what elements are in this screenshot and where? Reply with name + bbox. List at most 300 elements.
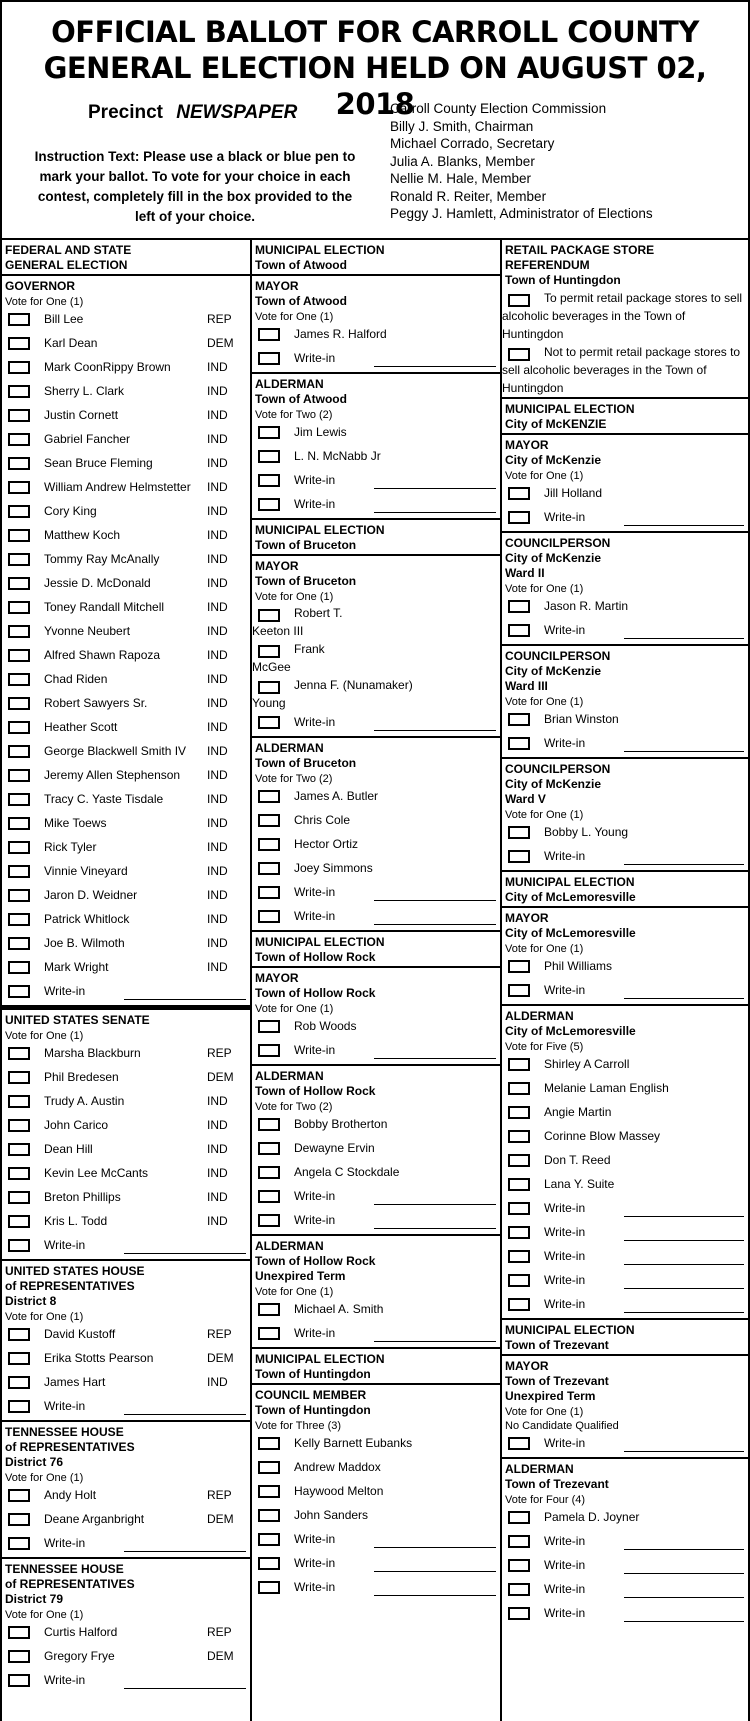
vote-oval[interactable] [8,529,30,542]
write-in-label: Write-in [544,1297,586,1311]
vote-oval[interactable] [508,1202,530,1215]
contest-heading [502,1459,748,1493]
write-in-line[interactable] [374,366,496,367]
candidate-option[interactable] [2,333,250,357]
ballot-header [0,0,750,240]
write-in-option[interactable] [252,882,500,906]
candidate-option[interactable] [502,1174,748,1198]
vote-oval[interactable] [258,1557,280,1570]
candidate-option[interactable] [252,676,500,712]
write-in-line[interactable] [624,1264,744,1265]
candidate-option[interactable] [252,640,500,676]
vote-oval[interactable] [8,433,30,446]
write-in-line[interactable] [374,1058,496,1059]
candidate-option[interactable] [2,669,250,693]
candidate-option[interactable] [252,858,500,882]
candidate-option[interactable] [2,525,250,549]
candidate-option[interactable] [2,477,250,501]
vote-oval[interactable] [8,1047,30,1060]
vote-oval[interactable] [258,1533,280,1546]
vote-oval[interactable] [508,1583,530,1596]
vote-oval[interactable] [8,937,30,950]
vote-oval[interactable] [258,716,280,729]
vote-oval[interactable] [8,385,30,398]
contest-note: No Candidate Qualified [505,1420,619,1432]
candidate-option[interactable] [2,1187,250,1211]
candidate-option[interactable] [2,1067,250,1091]
write-in-label: Write-in [294,1189,336,1203]
vote-oval[interactable] [8,1071,30,1084]
write-in-line[interactable] [374,1204,496,1205]
vote-oval[interactable] [508,1058,530,1071]
candidate-option[interactable] [502,1102,748,1126]
candidate-option[interactable] [252,834,500,858]
vote-oval[interactable] [8,865,30,878]
candidate-option[interactable] [252,1162,500,1186]
candidate-option[interactable] [2,1372,250,1396]
candidate-option[interactable] [2,597,250,621]
vote-oval[interactable] [8,1095,30,1108]
candidate-option[interactable] [502,709,748,733]
candidate-option[interactable] [2,1115,250,1139]
candidate-name: Jessie D. McDonald [44,576,151,590]
vote-oval[interactable] [8,1239,30,1252]
vote-oval[interactable] [258,910,280,923]
vote-oval[interactable] [508,1226,530,1239]
candidate-party: IND [207,1118,228,1132]
vote-oval[interactable] [8,841,30,854]
write-in-line[interactable] [624,1573,744,1574]
candidate-option[interactable] [502,343,748,397]
candidate-name: Jim Lewis [294,425,347,439]
candidate-option[interactable] [2,933,250,957]
candidate-option[interactable] [502,1054,748,1078]
vote-oval[interactable] [8,1328,30,1341]
candidate-option[interactable] [2,501,250,525]
contest [252,1349,500,1385]
vote-oval[interactable] [8,961,30,974]
write-in-line[interactable] [624,1597,744,1598]
write-in-label: Write-in [544,510,586,524]
candidate-option[interactable] [2,453,250,477]
write-in-line[interactable] [124,1414,246,1415]
vote-oval[interactable] [258,1461,280,1474]
candidate-option[interactable] [2,645,250,669]
contest [252,374,500,520]
write-in-line[interactable] [374,1571,496,1572]
candidate-name: Melanie Laman English [544,1081,669,1095]
write-in-line[interactable] [374,900,496,901]
vote-oval[interactable] [508,600,530,613]
write-in-line[interactable] [374,1228,496,1229]
candidate-option[interactable] [252,604,500,640]
vote-oval[interactable] [508,1298,530,1311]
candidate-party: IND [207,672,228,686]
vote-oval[interactable] [258,1485,280,1498]
write-in-option[interactable] [2,1396,250,1420]
candidate-option[interactable] [2,549,250,573]
candidate-option[interactable] [252,1481,500,1505]
vote-oval[interactable] [8,913,30,926]
vote-oval[interactable] [8,1513,30,1526]
write-in-line[interactable] [624,1312,744,1313]
write-in-option[interactable] [502,1246,748,1270]
commission-member: Nellie M. Hale, Member [390,171,532,186]
vote-oval[interactable] [508,1511,530,1524]
candidate-option[interactable] [2,309,250,333]
vote-oval[interactable] [8,745,30,758]
write-in-option[interactable] [502,507,748,531]
vote-oval[interactable] [258,1142,280,1155]
candidate-option[interactable] [502,822,748,846]
write-in-line[interactable] [624,1451,744,1452]
candidate-party: IND [207,768,228,782]
write-in-line[interactable] [374,488,496,489]
candidate-option[interactable] [2,1348,250,1372]
write-in-option[interactable] [252,494,500,518]
contest-heading-line: City of McLemoresville [505,1024,636,1038]
contest-heading-line: COUNCILPERSON [505,649,611,663]
vote-oval[interactable] [508,1082,530,1095]
candidate-option[interactable] [502,596,748,620]
contest-heading [252,374,500,408]
vote-oval[interactable] [508,850,530,863]
candidate-option[interactable] [252,786,500,810]
candidate-option[interactable] [252,1457,500,1481]
candidate-party: REP [207,312,232,326]
write-in-option[interactable] [502,1294,748,1318]
contest-heading-line: Ward II [505,566,545,580]
write-in-line[interactable] [624,998,744,999]
vote-oval[interactable] [8,481,30,494]
vote-oval[interactable] [8,889,30,902]
vote-oval[interactable] [508,1106,530,1119]
write-in-option[interactable] [502,1270,748,1294]
write-in-option[interactable] [502,1555,748,1579]
candidate-option[interactable] [502,1078,748,1102]
vote-oval[interactable] [258,474,280,487]
write-in-line[interactable] [374,1595,496,1596]
contest [252,1066,500,1236]
write-in-line[interactable] [624,1288,744,1289]
vote-oval[interactable] [508,1559,530,1572]
write-in-option[interactable] [502,620,748,644]
candidate-party: IND [207,720,228,734]
contest-heading-line: City of McKenzie [505,664,602,678]
write-in-label: Write-in [294,351,336,365]
write-in-line[interactable] [124,1688,246,1689]
vote-oval[interactable] [258,1437,280,1450]
write-in-line[interactable] [124,1551,246,1552]
candidate-option[interactable] [2,813,250,837]
write-in-option[interactable] [2,981,250,1005]
vote-oval[interactable] [258,1044,280,1057]
vote-oval[interactable] [8,1400,30,1413]
write-in-line[interactable] [374,1341,496,1342]
write-in-label: Write-in [544,983,586,997]
candidate-option[interactable] [502,289,748,343]
vote-oval[interactable] [258,886,280,899]
candidate-option[interactable] [252,810,500,834]
vote-oval[interactable] [258,790,280,803]
candidate-name: Karl Dean [44,336,98,350]
contest-heading [252,1236,500,1285]
candidate-option[interactable] [2,741,250,765]
vote-oval[interactable] [508,1607,530,1620]
candidate-option[interactable] [502,1507,748,1531]
vote-oval[interactable] [8,1119,30,1132]
vote-oval[interactable] [258,862,280,875]
vote-oval[interactable] [508,511,530,524]
candidate-party: IND [207,816,228,830]
candidate-option[interactable] [252,324,500,348]
write-in-option[interactable] [502,846,748,870]
vote-oval[interactable] [258,498,280,511]
vote-oval[interactable] [8,1489,30,1502]
candidate-option[interactable] [252,1299,500,1323]
vote-oval[interactable] [8,985,30,998]
write-in-line[interactable] [374,1547,496,1548]
vote-oval[interactable] [8,553,30,566]
vote-oval[interactable] [508,487,530,500]
vote-oval[interactable] [258,814,280,827]
vote-oval[interactable] [258,1327,280,1340]
write-in-option[interactable] [2,1533,250,1557]
write-in-line[interactable] [624,864,744,865]
vote-oval[interactable] [258,1509,280,1522]
candidate-option[interactable] [2,837,250,861]
vote-oval[interactable] [508,1154,530,1167]
vote-oval[interactable] [8,361,30,374]
write-in-line[interactable] [124,999,246,1000]
vote-oval[interactable] [8,769,30,782]
write-in-line[interactable] [624,525,744,526]
candidate-option[interactable] [252,1505,500,1529]
candidate-option[interactable] [252,1433,500,1457]
candidate-option[interactable] [2,1043,250,1067]
contest-heading [502,240,748,289]
vote-oval[interactable] [258,352,280,365]
vote-oval[interactable] [508,960,530,973]
vote-oval[interactable] [258,450,280,463]
candidate-option[interactable] [2,789,250,813]
candidate-name: Chris Cole [294,813,351,827]
vote-oval[interactable] [8,1674,30,1687]
vote-oval[interactable] [8,625,30,638]
write-in-line[interactable] [624,1216,744,1217]
vote-oval[interactable] [8,505,30,518]
write-in-option[interactable] [502,1579,748,1603]
vote-oval[interactable] [258,1581,280,1594]
vote-oval[interactable] [508,1250,530,1263]
contest [252,556,500,738]
vote-oval[interactable] [508,624,530,637]
write-in-line[interactable] [374,924,496,925]
candidate-option[interactable] [2,957,250,981]
candidate-option[interactable] [2,1163,250,1187]
vote-oval[interactable] [8,817,30,830]
vote-oval[interactable] [8,1626,30,1639]
write-in-option[interactable] [252,712,500,736]
vote-for-instruction: Vote for Two (2) [255,409,333,421]
candidate-option[interactable] [2,1324,250,1348]
vote-oval[interactable] [8,1650,30,1663]
vote-oval[interactable] [8,673,30,686]
write-in-option[interactable] [252,906,500,930]
vote-oval[interactable] [508,984,530,997]
candidate-option[interactable] [2,357,250,381]
candidate-option[interactable] [252,1114,500,1138]
write-in-option[interactable] [252,1529,500,1553]
vote-oval[interactable] [8,313,30,326]
write-in-option[interactable] [502,980,748,1004]
candidate-party: IND [207,432,228,446]
candidate-option[interactable] [2,765,250,789]
contest-heading-line: MUNICIPAL ELECTION [255,1352,385,1366]
write-in-option[interactable] [252,1210,500,1234]
vote-oval[interactable] [508,1178,530,1191]
write-in-label: Write-in [544,1582,586,1596]
vote-oval[interactable] [8,793,30,806]
candidate-option[interactable] [2,1622,250,1646]
vote-oval[interactable] [258,1214,280,1227]
candidate-option[interactable] [2,1646,250,1670]
write-in-line[interactable] [624,751,744,752]
write-in-label: Write-in [294,497,336,511]
candidate-option[interactable] [2,1509,250,1533]
write-in-option[interactable] [252,1186,500,1210]
candidate-option[interactable] [252,446,500,470]
write-in-option[interactable] [502,1198,748,1222]
vote-oval[interactable] [8,457,30,470]
candidate-option[interactable] [2,621,250,645]
write-in-option[interactable] [502,733,748,757]
write-in-label: Write-in [294,1556,336,1570]
write-in-option[interactable] [252,470,500,494]
write-in-option[interactable] [502,1531,748,1555]
vote-for-instruction: Vote for One (1) [505,696,584,708]
write-in-line[interactable] [624,638,744,639]
candidate-option[interactable] [252,1016,500,1040]
vote-oval[interactable] [508,1535,530,1548]
write-in-option[interactable] [252,1323,500,1347]
candidate-name: Angie Martin [544,1105,612,1119]
write-in-line[interactable] [624,1240,744,1241]
vote-oval[interactable] [8,1376,30,1389]
write-in-label: Write-in [544,1436,586,1450]
candidate-option[interactable] [502,483,748,507]
candidate-option[interactable] [2,405,250,429]
contest-heading-line: ALDERMAN [255,1239,324,1253]
write-in-option[interactable] [252,348,500,372]
write-in-option[interactable] [252,1040,500,1064]
vote-oval[interactable] [508,826,530,839]
vote-oval[interactable] [8,697,30,710]
vote-oval[interactable] [508,737,530,750]
vote-oval[interactable] [8,1537,30,1550]
candidate-option[interactable] [2,1211,250,1235]
candidate-option[interactable] [252,422,500,446]
write-in-option[interactable] [502,1603,748,1627]
contest-heading [2,240,250,274]
write-in-option[interactable] [252,1553,500,1577]
vote-oval[interactable] [258,838,280,851]
write-in-option[interactable] [502,1222,748,1246]
candidate-option[interactable] [252,1138,500,1162]
candidate-option[interactable] [2,693,250,717]
write-in-option[interactable] [2,1670,250,1694]
vote-oval[interactable] [258,328,280,341]
candidate-option[interactable] [2,1091,250,1115]
vote-oval[interactable] [258,1303,280,1316]
write-in-option[interactable] [252,1577,500,1601]
candidate-option[interactable] [2,1139,250,1163]
candidate-name: Jaron D. Weidner [44,888,138,902]
contest-heading-line: Town of Bruceton [255,756,357,770]
vote-oval[interactable] [8,721,30,734]
vote-oval[interactable] [8,1143,30,1156]
candidate-option[interactable] [2,1485,250,1509]
candidate-party: IND [207,552,228,566]
vote-oval[interactable] [8,409,30,422]
vote-oval[interactable] [8,1352,30,1365]
vote-oval[interactable] [508,1130,530,1143]
write-in-line[interactable] [624,1621,744,1622]
write-in-line[interactable] [374,512,496,513]
candidate-name: Yvonne Neubert [44,624,131,638]
write-in-option[interactable] [502,1433,748,1457]
contest-heading [252,1385,500,1419]
vote-oval[interactable] [258,1166,280,1179]
vote-oval[interactable] [8,1167,30,1180]
candidate-name: Patrick Whitlock [44,912,130,926]
vote-oval[interactable] [8,1215,30,1228]
vote-oval[interactable] [508,1437,530,1450]
write-in-line[interactable] [624,1549,744,1550]
candidate-option[interactable] [502,1150,748,1174]
vote-oval[interactable] [258,1118,280,1131]
write-in-line[interactable] [374,730,496,731]
candidate-option[interactable] [502,1126,748,1150]
write-in-label: Write-in [294,885,336,899]
candidate-option[interactable] [2,717,250,741]
write-in-line[interactable] [124,1253,246,1254]
vote-oval[interactable] [8,577,30,590]
contest-heading-line: Town of Bruceton [255,574,357,588]
vote-oval[interactable] [508,713,530,726]
vote-oval[interactable] [8,1191,30,1204]
write-in-label: Write-in [294,1043,336,1057]
vote-oval[interactable] [258,1020,280,1033]
candidate-name: Lana Y. Suite [544,1177,615,1191]
vote-oval[interactable] [8,649,30,662]
candidate-option[interactable] [2,573,250,597]
write-in-option[interactable] [2,1235,250,1259]
candidate-option[interactable] [2,885,250,909]
vote-oval[interactable] [258,426,280,439]
vote-oval[interactable] [508,1274,530,1287]
vote-oval[interactable] [258,1190,280,1203]
candidate-name: Angela C Stockdale [294,1165,400,1179]
candidate-party: IND [207,576,228,590]
vote-oval[interactable] [8,601,30,614]
candidate-option[interactable] [502,956,748,980]
candidate-option[interactable] [2,381,250,405]
candidate-option[interactable] [2,429,250,453]
candidate-option[interactable] [2,909,250,933]
vote-oval[interactable] [8,337,30,350]
candidate-option[interactable] [2,861,250,885]
